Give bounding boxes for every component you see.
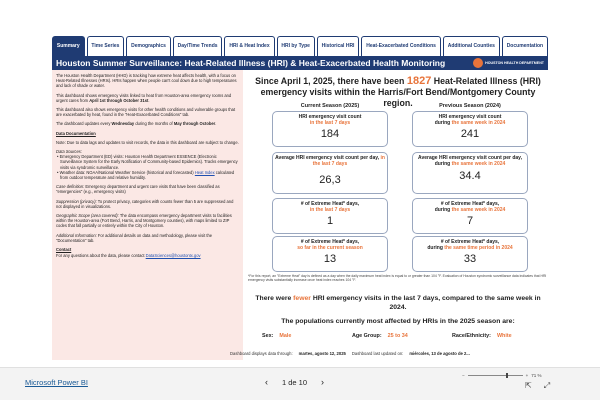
extreme-heat-footnote: *For this report, an "Extreme Heat" day is defined as a day when the daily maximum heat index is equal to or greater than 104 °F. Evaluation of Houston syndromic surveillance data indicates that HRI emergency visits substantially increase once heat index reaches 104 °F.: [248, 274, 547, 283]
last-updated-label: Dashboard last updated on:: [351, 350, 404, 356]
demo-sex: Sex: Male: [262, 333, 292, 339]
tab-heat-exacerbated[interactable]: Heat-Exacerbated Conditions: [361, 36, 441, 56]
tab-documentation[interactable]: Documentation: [502, 36, 548, 56]
zoom-slider[interactable]: [468, 375, 523, 376]
conditions-text: This dashboard also shows emergency visits for other health conditions and vulnerable groups that are exacerbated by heat, found in the "Heat-Exacerbated Conditions" tab.: [56, 107, 236, 118]
tab-summary[interactable]: Summary: [52, 36, 85, 56]
previous-season-heading: Previous Season (2024): [439, 103, 501, 109]
card-previous-extreme-week: # of Extreme Heat* days, during the same week in 2024 7: [412, 198, 528, 234]
zoom-out-icon[interactable]: −: [462, 372, 465, 378]
card-current-average: Average HRI emergency visit count per day, in the last 7 days 26,3: [272, 152, 388, 194]
heat-index-link[interactable]: Heat Index: [194, 169, 215, 175]
data-dates: [230, 349, 548, 357]
data-through-value: martes, agosto 12, 2025: [298, 350, 346, 356]
data-documentation-heading: Data Documentation: [56, 130, 96, 136]
contact-heading: Contact: [56, 247, 72, 253]
previous-extreme-week-value: 7: [466, 215, 474, 227]
tab-time-series[interactable]: Time Series: [87, 36, 125, 56]
update-text: The dashboard updates every Wednesday during the months of May through October.: [56, 121, 217, 127]
suppression: Suppression (privacy): To protect privacy, categories with counts fewer than 5 are suppressed and not displayed in visualizations.: [56, 198, 234, 209]
report-title: Houston Summer Surveillance: Heat-Related Illness (HRI) & Heat-Exacerbated Health Monitoring: [56, 58, 446, 68]
card-previous-average: Average HRI emergency visit count per day, during the same week in 2024 34.4: [412, 152, 528, 194]
previous-average-value: 34.4: [459, 170, 481, 182]
sources-list: [56, 154, 239, 180]
tab-demographics[interactable]: Demographics: [126, 36, 170, 56]
logo-mark-icon: [473, 58, 483, 68]
prev-page-icon[interactable]: ‹: [265, 377, 268, 387]
previous-visit-count-value: 241: [460, 128, 480, 140]
populations-heading: The populations currently most affected by HRIs in the 2025 season are:: [281, 318, 515, 325]
source-weather: • Weather data: NOAA/National Weather Service (historical and forecasted) Heat Index calculated from outdoor temperature and relative humidity.: [57, 169, 235, 181]
total-hri-count: 1827: [406, 75, 432, 87]
zoom-control: [462, 370, 592, 380]
card-previous-extreme-period: # of Extreme Heat* days, during the same time period in 2024 33: [412, 236, 528, 272]
contact-text: For any questions about the data, please contact DataSciences@houstontx.gov: [56, 253, 201, 259]
page-indicator: 1 de 10: [282, 377, 308, 387]
current-visit-count-value: 184: [320, 128, 340, 140]
comparison-statement: There were fewer HRI emergency visits in the last 7 days, compared to the same week in 2024.: [255, 295, 541, 311]
demo-race: Race/Ethnicity: White: [452, 333, 512, 339]
tab-historical-hri[interactable]: Historical HRI: [317, 36, 360, 56]
next-page-icon[interactable]: ›: [321, 377, 325, 387]
contact-email-link[interactable]: DataSciences@houstontx.gov: [145, 253, 201, 259]
houston-health-logo: [473, 58, 544, 68]
demo-age: Age Group: 25 to 34: [352, 333, 408, 339]
page-navigator: [265, 377, 324, 387]
last-updated-value: miércoles, 13 de agosto de 2...: [409, 350, 470, 356]
share-icon[interactable]: ⇱: [525, 381, 532, 390]
current-extreme-7days-value: 1: [326, 215, 334, 227]
geographic-scope: Geographic Scope (area covered): The data encompass emergency department visits to facilities within the Houston-area (Fort Bend, Harris, and Montgomery counties), with maps limited to ZIP codes that fall partially or entirely within the City of Houston.: [56, 213, 232, 229]
tab-hri-by-type[interactable]: HRI by Type: [277, 36, 315, 56]
tab-day-time-trends[interactable]: Day/Time Trends: [173, 36, 223, 56]
info-panel: [52, 70, 243, 360]
tab-additional-counties[interactable]: Additional Counties: [443, 36, 500, 56]
card-current-visit-count: HRI emergency visit count in the last 7 days 184: [272, 111, 388, 147]
current-average-value: 26,3: [319, 174, 341, 186]
zoom-percent: 71 %: [531, 372, 542, 378]
source-ed: • Emergency Department (ED) visits: Houston Health Department ESSENCE (Electronic Surveillance System for the Early Notification of Community-based Epidemics). Tracks emergency visits via syndromic surveillance.: [57, 154, 238, 170]
scope-text: This dashboard shows emergency visits linked to heat from Houston-area emergency rooms and urgent cares from April 1st through October 31st.: [56, 92, 232, 103]
footer-actions: [525, 381, 550, 391]
zoom-thumb[interactable]: [506, 373, 508, 378]
zoom-in-icon[interactable]: +: [525, 372, 529, 378]
current-season-heading: Current Season (2025): [300, 103, 360, 109]
card-previous-visit-count: HRI emergency visit count during the same week in 2024 241: [412, 111, 528, 147]
card-current-extreme-7days: # of Extreme Heat* days, in the last 7 days 1: [272, 198, 388, 234]
report-header: [52, 56, 548, 70]
current-extreme-season-value: 13: [323, 253, 337, 265]
additional-info: Additional Information: For additional details on data and methodology, please visit the "Documentation" tab.: [56, 232, 213, 243]
fullscreen-icon[interactable]: ⤢: [543, 381, 551, 390]
data-through-label: Dashboard displays data through:: [230, 350, 293, 356]
intro-text: The Houston Health Department (HHD) is tracking how extreme heat affects health, with a focus on Heat-Related Illnesses (HRIs). HRIs happen when people can't cool down due to high temperatures and lack of shade or water.: [56, 73, 237, 89]
previous-extreme-period-value: 33: [463, 253, 477, 265]
card-current-extreme-season: # of Extreme Heat* days, so far in the current season 13: [272, 236, 388, 272]
sources-heading: Data Sources:: [56, 149, 82, 155]
powerbi-link[interactable]: Microsoft Power BI: [25, 378, 88, 387]
tab-hri-heat-index[interactable]: HRI & Heat Index: [224, 36, 274, 56]
tab-bar: [52, 36, 548, 56]
headline: Since April 1, 2025, there have been 1827 Heat-Related Illness (HRI) emergency visits within the Harris/Fort Bend/Montgomery County region.: [255, 75, 541, 108]
logo-text: HOUSTON HEALTH DEPARTMENT: [485, 61, 544, 65]
powerbi-footer: [0, 367, 600, 400]
note-text: Note: Due to data lags and updates to visit records, the data in this dashboard are subject to change.: [56, 139, 239, 145]
case-definition: Case definition: Emergency department and urgent care visits that have been classified as "emergencies" (e.g., emergency visits): [56, 184, 220, 195]
